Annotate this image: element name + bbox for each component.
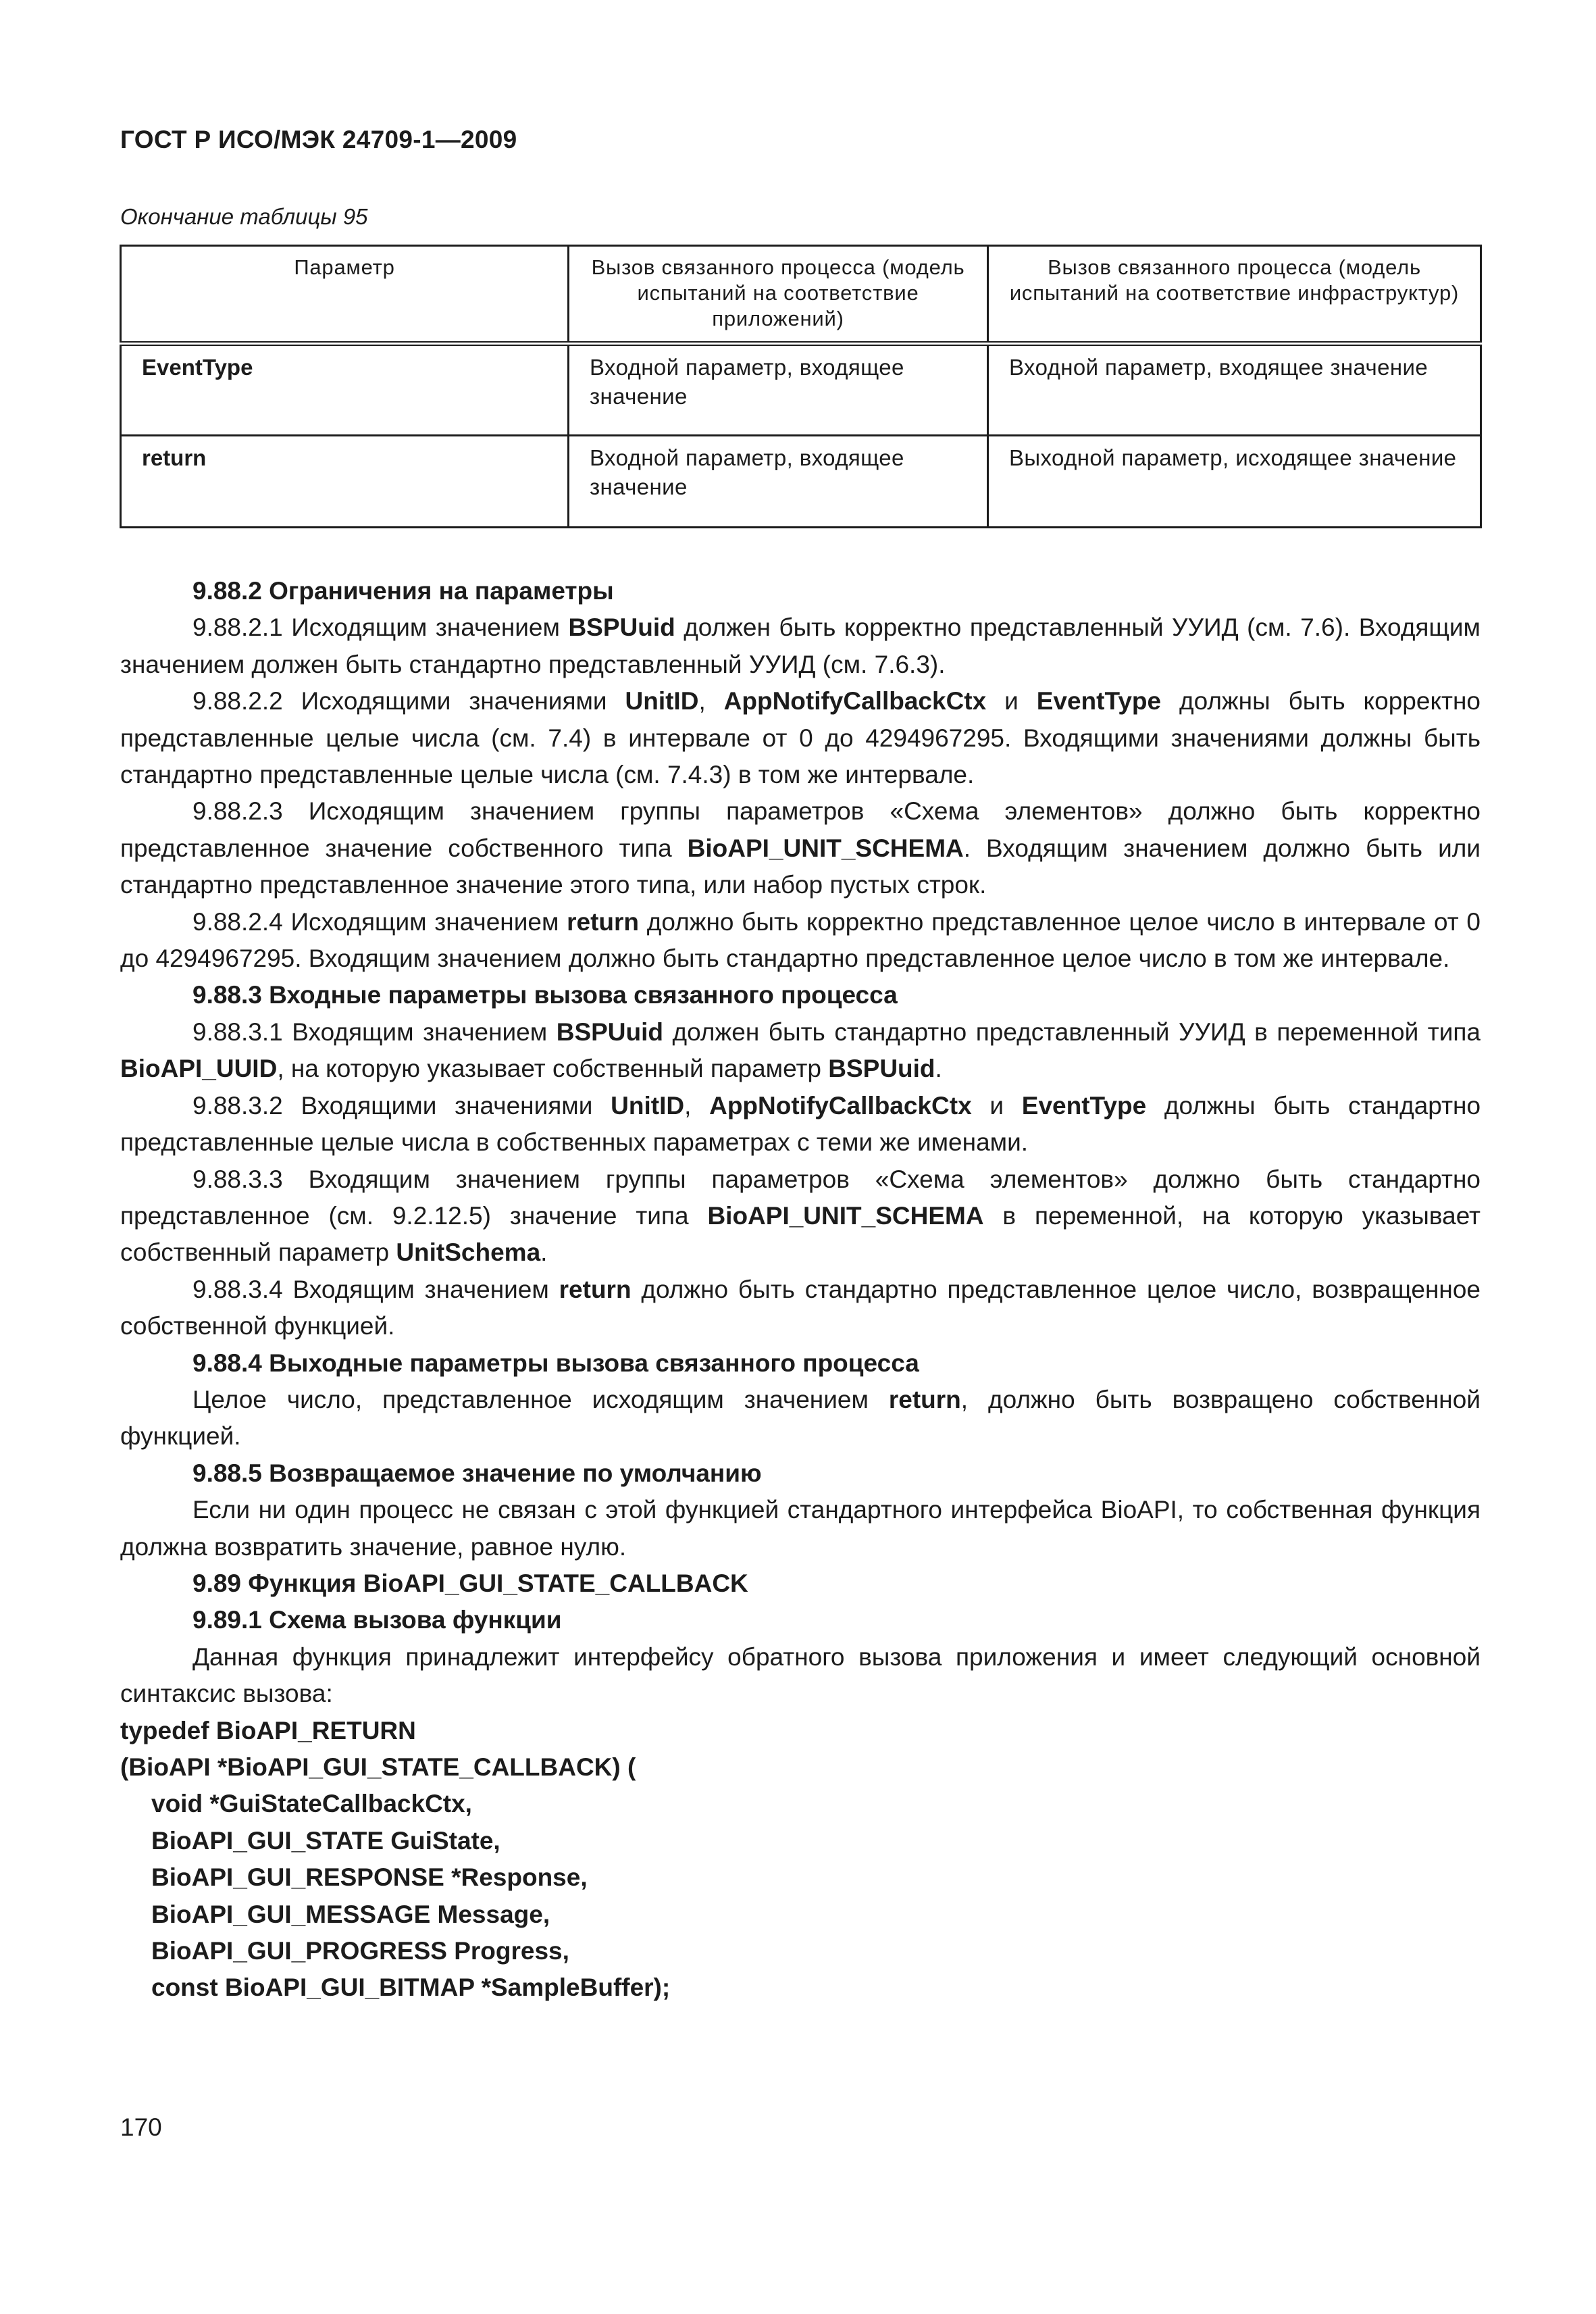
- paragraph-9-88-4: Целое число, представленное исходящим значением return, должно быть возвращено собственной функцией.: [120, 1385, 1481, 1451]
- code-line: void *GuiStateCallbackCtx,: [151, 1790, 472, 1818]
- section-heading: 9.89 Функция BioAPI_GUI_STATE_CALLBACK: [192, 1569, 748, 1597]
- table-row: [121, 344, 1481, 436]
- cell-app-model: Входной параметр, входящее значение: [569, 436, 988, 528]
- paragraph-9-88-3-2: 9.88.3.2 Входящими значениями UnitID, AppNotifyCallbackCtx и EventType должны быть стандартно представленные целые числа в собственных параметрах с теми же именами.: [120, 1091, 1481, 1157]
- page-number: 170: [120, 2113, 162, 2141]
- paragraph-9-88-2-4: 9.88.2.4 Исходящим значением return должно быть корректно представленное целое число в интервале от 0 до 4294967295. Входящим значением должно быть стандартно представленное целое число в том же интервале.: [120, 907, 1481, 973]
- code-line: typedef BioAPI_RETURN: [120, 1716, 416, 1744]
- paragraph-9-88-2-2: 9.88.2.2 Исходящими значениями UnitID, AppNotifyCallbackCtx и EventType должны быть корректно представленные целые числа (см. 7.4) в интервале от 0 до 4294967295. Входящими значениями должны быть стандартно представленные целые числа (см. 7.4.3) в том же интервале.: [120, 687, 1481, 789]
- code-line: const BioAPI_GUI_BITMAP *SampleBuffer);: [151, 1973, 671, 2002]
- parameters-table: [120, 245, 1482, 528]
- section-heading: 9.88.4 Выходные параметры вызова связанного процесса: [192, 1349, 919, 1377]
- paragraph-9-88-3-4: 9.88.3.4 Входящим значением return должно быть стандартно представленное целое число, возвращенное собственной функцией.: [120, 1275, 1481, 1340]
- code-line: (BioAPI *BioAPI_GUI_STATE_CALLBACK) (: [120, 1753, 636, 1781]
- cell-app-model: Входной параметр, входящее значение: [569, 344, 988, 436]
- column-header-infra-model: Вызов связанного процесса (модель испытаний на соответствие инфраструктур): [988, 246, 1481, 344]
- paragraph-9-88-2-1: 9.88.2.1 Исходящим значением BSPUuid должен быть корректно представленный УУИД (см. 7.6). Входящим значением должен быть стандартно представленный УУИД (см. 7.6.3).: [120, 613, 1481, 678]
- section-heading: 9.88.5 Возвращаемое значение по умолчанию: [192, 1459, 762, 1487]
- code-line: BioAPI_GUI_MESSAGE Message,: [151, 1900, 550, 1928]
- cell-infra-model: Входной параметр, входящее значение: [988, 344, 1481, 436]
- page-header-standard-id: ГОСТ Р ИСО/МЭК 24709-1—2009: [120, 126, 517, 153]
- paragraph-9-88-3-1: 9.88.3.1 Входящим значением BSPUuid должен быть стандартно представленный УУИД в переменной типа BioAPI_UUID, на которую указывает собственный параметр BSPUuid.: [120, 1017, 1481, 1083]
- document-body: [120, 573, 1481, 2007]
- paragraph-9-89-1: Данная функция принадлежит интерфейсу обратного вызова приложения и имеет следующий основной синтаксис вызова:: [120, 1642, 1481, 1708]
- section-heading: 9.88.2 Ограничения на параметры: [192, 577, 614, 605]
- table-caption: Окончание таблицы 95: [120, 204, 368, 229]
- cell-infra-model: Выходной параметр, исходящее значение: [988, 436, 1481, 528]
- cell-param-name: EventType: [121, 344, 569, 436]
- cell-param-name: return: [121, 436, 569, 528]
- table-row: [121, 436, 1481, 528]
- section-heading: 9.88.3 Входные параметры вызова связанного процесса: [192, 981, 898, 1009]
- paragraph-9-88-5: Если ни один процесс не связан с этой функцией стандартного интерфейса BioAPI, то собственная функция должна возвратить значение, равное нулю.: [120, 1496, 1481, 1561]
- section-heading: 9.89.1 Схема вызова функции: [192, 1606, 562, 1634]
- paragraph-9-88-2-3: 9.88.2.3 Исходящим значением группы параметров «Схема элементов» должно быть корректно представленное значение собственного типа BioAPI_UNIT_SCHEMA. Входящим значением должно быть или стандартно представленное значение этого типа, или набор пустых строк.: [120, 797, 1481, 899]
- table-header-row: [121, 246, 1481, 344]
- code-line: BioAPI_GUI_PROGRESS Progress,: [151, 1937, 569, 1965]
- paragraph-9-88-3-3: 9.88.3.3 Входящим значением группы параметров «Схема элементов» должно быть стандартно представленное (см. 9.2.12.5) значение типа BioAPI_UNIT_SCHEMA в переменной, на которую указывает собственный параметр UnitSchema.: [120, 1165, 1481, 1267]
- code-line: BioAPI_GUI_RESPONSE *Response,: [151, 1863, 588, 1892]
- column-header-app-model: Вызов связанного процесса (модель испытаний на соответствие приложений): [569, 246, 988, 344]
- code-line: BioAPI_GUI_STATE GuiState,: [151, 1826, 500, 1855]
- column-header-parameter: Параметр: [121, 246, 569, 344]
